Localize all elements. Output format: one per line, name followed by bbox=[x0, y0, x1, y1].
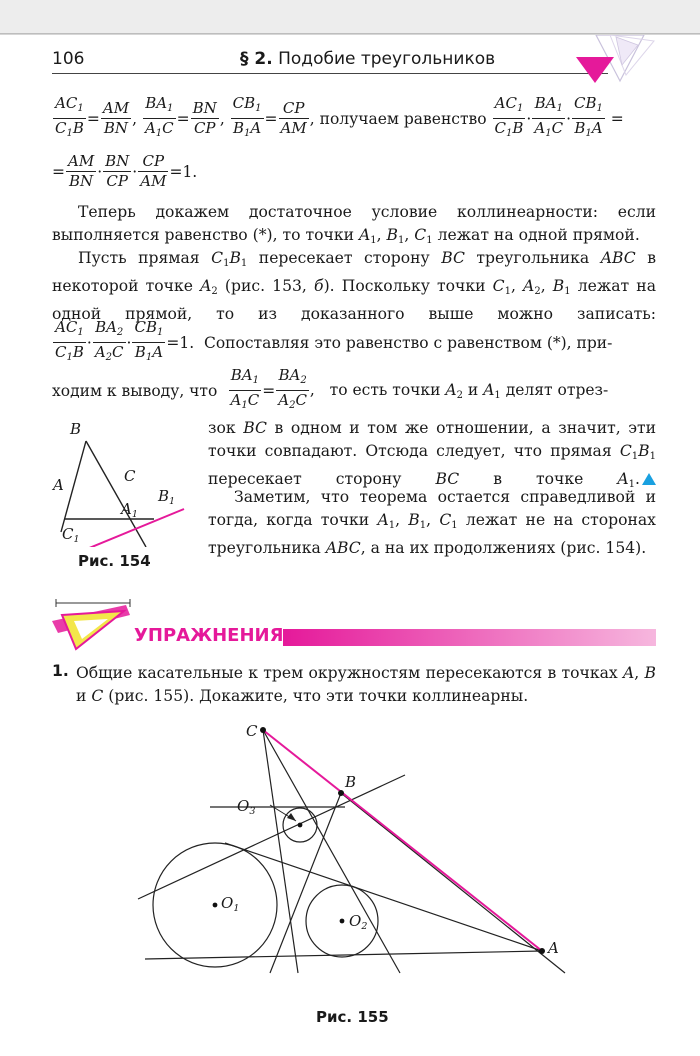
fig155-label-C: C bbox=[246, 722, 258, 740]
section-title-text: Подобие треугольников bbox=[278, 49, 496, 69]
fig154-label-A1: $A_1$ bbox=[121, 500, 138, 520]
textbook-page bbox=[0, 35, 700, 1056]
paragraph-3: зок BC в одном и том же отношении, а значит, эти точки совпадают. Отсюда следует, что прямая $C_1B_1$ пересекает сторону BC в точке $A_1$. bbox=[208, 419, 656, 490]
fig154-label-C: C bbox=[124, 467, 136, 485]
section-title bbox=[240, 49, 495, 69]
fig155-caption: Рис. 155 bbox=[316, 1008, 389, 1026]
fig154-label-B1: $B_1$ bbox=[158, 487, 176, 507]
fig155-label-O3: $O_3$ bbox=[237, 797, 256, 817]
fig155-label-A: A bbox=[548, 939, 559, 957]
fig154-label-C1: $C_1$ bbox=[62, 525, 80, 545]
fig155-label-O2: $O_2$ bbox=[349, 912, 368, 932]
exercises-heading: УПРАЖНЕНИЯ bbox=[134, 625, 284, 646]
figure-155 bbox=[130, 715, 570, 975]
exercise-1-text: Общие касательные к трем окружностям пересекаются в точках A, B и C (рис. 155). Докажите, что эти точки коллинеарны. bbox=[76, 664, 656, 705]
paragraph-4: Заметим, что теорема остается справедливой и тогда, когда точки $A_1$, $B_1$, $C_1$ лежат не на сторонах треугольника ABC, а на их продолжениях (рис. 154). bbox=[208, 488, 656, 557]
end-of-proof-triangle-icon bbox=[642, 473, 656, 485]
fig155-label-O1: $O_1$ bbox=[221, 894, 240, 914]
exercises-heading-bar bbox=[283, 629, 656, 646]
formula-word: получаем равенство bbox=[319, 109, 487, 128]
fig154-label-B: B bbox=[70, 420, 82, 438]
paragraph-2: Пусть прямая $C_1B_1$ пересекает сторону BC треугольника ABC в некоторой точке $A_2$ (рис. 153, б). Поскольку точки $C_1$, $A_2$, $B_1$ лежат на одной прямой, то из доказанного выше можно записать: bbox=[52, 249, 656, 323]
section-mark: § 2. bbox=[240, 49, 273, 69]
corner-ornament-icon bbox=[576, 35, 666, 87]
formula-line-3: $\frac{AC_1}{C_1B}$ · $\frac{BA_2}{A_2C}$ · $\frac{CB_1}{B_1A}$ =1. Сопоставляя это равенство с равенством (*), при- bbox=[55, 318, 613, 363]
formula-line-4: ходим к выводу, что $\frac{BA_1}{A_1C}$ = $\frac{BA_2}{A_2C}$ , то есть точки $A_2$ и $A_1$ делят отрез- bbox=[52, 366, 609, 411]
page-number: 106 bbox=[52, 49, 85, 69]
fig154-label-A: A bbox=[53, 476, 64, 494]
paragraph-1: Теперь докажем достаточное условие коллинеарности: если выполняется равенство (*), то точки $A_1$, $B_1$, $C_1$ лежат на одной прямой. bbox=[52, 203, 656, 246]
fig155-label-B: B bbox=[345, 773, 357, 791]
formula-line-1: $\frac{AC_1}{C_1B}$ = $\frac{AM}{BN}$ , $\frac{BA_1}{A_1C}$ = $\frac{BN}{CP}$ , $\frac{CB_1}{B_1A}$ = $\frac{CP}{AM}$ , получаем равенство $\frac{AC_1}{C_1B}$ · $\frac{BA_1}{A_1C}$ · $\frac{CB_1}{B_1A}$ = bbox=[55, 94, 624, 139]
formula-line-2: = $\frac{AM}{BN}$ · $\frac{BN}{CP}$ · $\frac{CP}{AM}$ =1. bbox=[52, 152, 198, 190]
ruler-triangle-icon bbox=[50, 593, 136, 653]
header-rule bbox=[52, 73, 608, 74]
fig154-caption: Рис. 154 bbox=[78, 552, 151, 570]
viewer-top-bar bbox=[0, 0, 700, 34]
exercise-1-number: 1. bbox=[52, 662, 69, 680]
formula-result: 1. bbox=[182, 162, 198, 181]
